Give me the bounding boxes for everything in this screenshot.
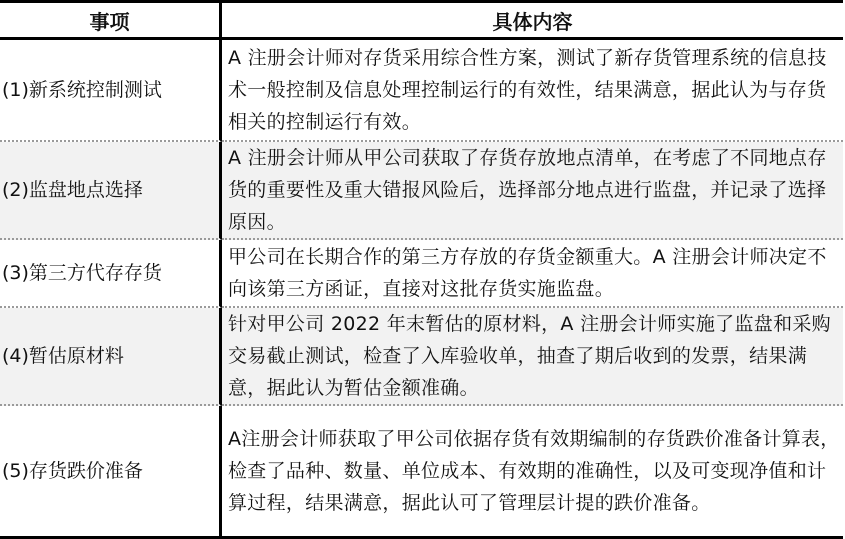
table-row (0, 40, 843, 142)
row-item-content: A 注册会计师对存货采用综合性方案，测试了新存货管理系统的信息技术一般控制及信息处理控制运行的有效性，结果满意，据此认为与存货相关的控制运行有效。 (222, 40, 843, 142)
row-item-content: A注册会计师获取了甲公司依据存货有效期编制的存货跌价准备计算表，检查了品种、数量、单位成本、有效期的准确性，以及可变现净值和计算过程，结果满意，据此认可了管理层计提的跌价准备。 (222, 406, 843, 539)
table-row (0, 240, 843, 308)
row-item-label: (2)监盘地点选择 (0, 142, 222, 240)
row-item-content: 针对甲公司 2022 年末暂估的原材料，A 注册会计师实施了监盘和采购交易截止测试，检查了入库验收单，抽查了期后收到的发票，结果满意，据此认为暂估金额准确。 (222, 308, 843, 406)
table-row (0, 308, 843, 406)
table-row (0, 142, 843, 240)
table-header-row (0, 0, 843, 40)
row-item-content: 甲公司在长期合作的第三方存放的存货金额重大。A 注册会计师决定不向该第三方函证，直接对这批存货实施监盘。 (222, 240, 843, 308)
table-row (0, 406, 843, 539)
row-item-label: (3)第三方代存存货 (0, 240, 222, 308)
row-item-label: (4)暂估原材料 (0, 308, 222, 406)
row-item-label: (5)存货跌价准备 (0, 406, 222, 539)
column-header-item: 事项 (0, 0, 222, 40)
row-item-content: A 注册会计师从甲公司获取了存货存放地点清单，在考虑了不同地点存货的重要性及重大错报风险后，选择部分地点进行监盘，并记录了选择原因。 (222, 142, 843, 240)
column-header-content: 具体内容 (222, 0, 843, 40)
row-item-label: (1)新系统控制测试 (0, 40, 222, 142)
